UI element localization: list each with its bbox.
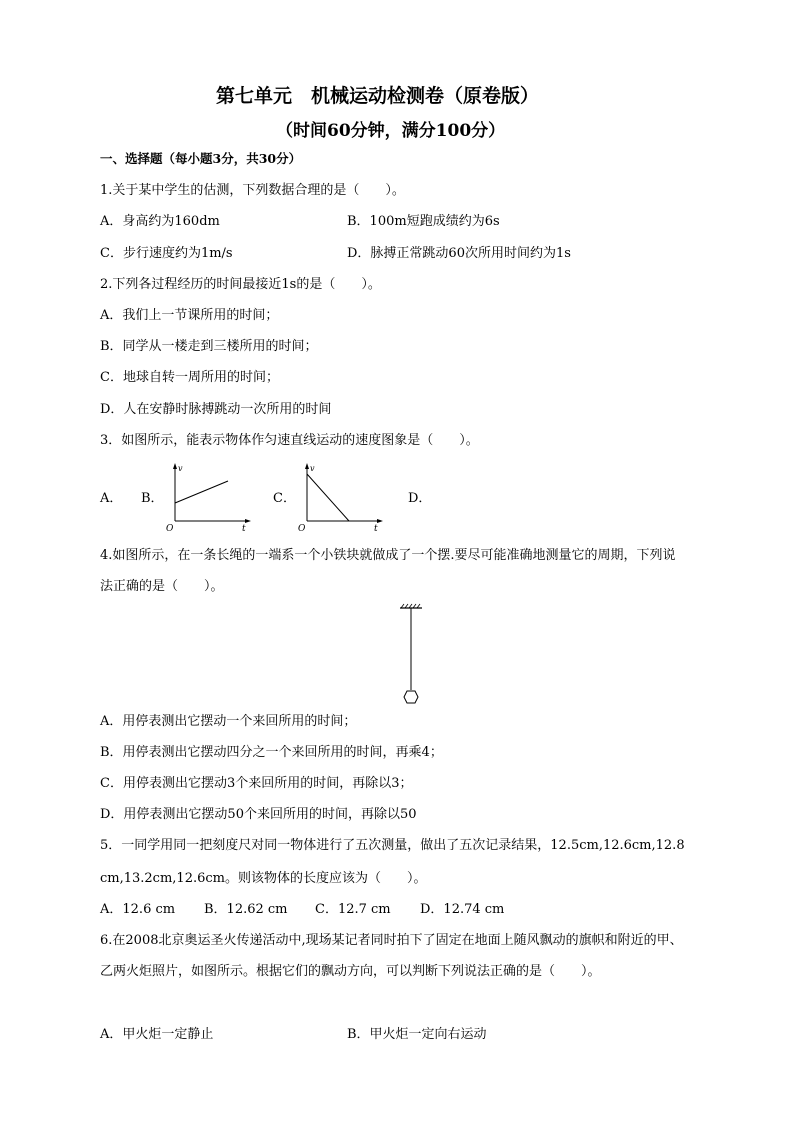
question-5-option-a: A．12.6 cm (100, 902, 176, 917)
question-1-option-c: C．步行速度约为1m/s (100, 246, 233, 261)
question-5-option-b: B．12.62 cm (204, 902, 288, 917)
question-2-option-a: A．我们上一节课所用的时间； (100, 308, 279, 323)
question-6-option-a: A．甲火炬一定静止 (100, 1027, 214, 1042)
graph-c (296, 460, 396, 532)
graph-c-t-label: t (374, 524, 378, 532)
question-5-option-d: D．12.74 cm (420, 902, 505, 917)
question-2-stem: 2.下列各过程经历的时间最接近1s的是（ ）。 (100, 277, 381, 292)
question-3-option-c: C． (273, 491, 296, 506)
question-3-stem: 3．如图所示，能表示物体作匀速直线运动的速度图象是（ ）。 (100, 433, 479, 448)
question-2-option-d: D．人在安静时脉搏跳动一次所用的时间 (100, 402, 332, 417)
question-1-stem: 1.关于某中学生的估测，下列数据合理的是（ ）。 (100, 183, 405, 198)
question-4-option-c: C．用停表测出它摆动3个来回所用的时间，再除以3； (100, 776, 413, 791)
pendulum-figure (392, 600, 432, 710)
question-4-stem-line2: 法正确的是（ ）。 (100, 579, 224, 594)
question-3-option-a: A． (100, 491, 123, 506)
graph-b-v-label: v (178, 464, 183, 473)
page-subtitle: （时间60分钟，满分100分） (276, 121, 506, 141)
question-5-stem-line1: 5．一同学用同一把刻度尺对同一物体进行了五次测量，做出了五次记录结果，12.5cm,12.6cm,12.8 (100, 838, 685, 853)
question-4-option-d: D．用停表测出它摆动50个来回所用的时间，再除以50 (100, 807, 417, 822)
question-5-stem-line2: cm,13.2cm,12.6cm。则该物体的长度应该为（ ）。 (100, 871, 427, 886)
question-6-stem-line1: 6.在2008北京奥运圣火传递活动中,现场某记者同时拍下了固定在地面上随风飘动的旗帜和附近的甲、 (100, 933, 683, 948)
graph-c-v-label: v (310, 464, 315, 473)
question-3-option-d: D． (408, 491, 432, 506)
graph-b-origin-label: O (166, 524, 174, 532)
graph-b-t-label: t (242, 524, 246, 532)
question-2-option-b: B．同学从一楼走到三楼所用的时间； (100, 339, 318, 354)
question-6-stem-line2: 乙两火炬照片，如图所示。根据它们的飘动方向，可以判断下列说法正确的是（ ）。 (100, 964, 601, 979)
question-4-option-b: B．用停表测出它摆动四分之一个来回所用的时间，再乘4； (100, 745, 443, 760)
question-1-option-a: A．身高约为160dm (100, 214, 220, 229)
question-4-stem-line1: 4.如图所示，在一条长绳的一端系一个小铁块就做成了一个摆.要尽可能准确地测量它的周期，下列说 (100, 548, 676, 563)
question-4-option-a: A．用停表测出它摆动一个来回所用的时间； (100, 714, 357, 729)
question-1-option-d: D．脉搏正常跳动60次所用时间约为1s (347, 246, 571, 261)
section-title: 一、选择题（每小题3分，共30分） (100, 151, 302, 166)
question-2-option-c: C．地球自转一周所用的时间； (100, 370, 279, 385)
graph-b (164, 460, 264, 532)
question-3-option-b: B． (141, 491, 164, 506)
question-5-option-c: C．12.7 cm (315, 902, 391, 917)
question-1-option-b: B．100m短跑成绩约为6s (347, 214, 500, 229)
question-6-option-b: B．甲火炬一定向右运动 (347, 1027, 487, 1042)
graph-c-origin-label: O (298, 524, 306, 532)
page-title: 第七单元 机械运动检测卷（原卷版） (216, 85, 540, 107)
